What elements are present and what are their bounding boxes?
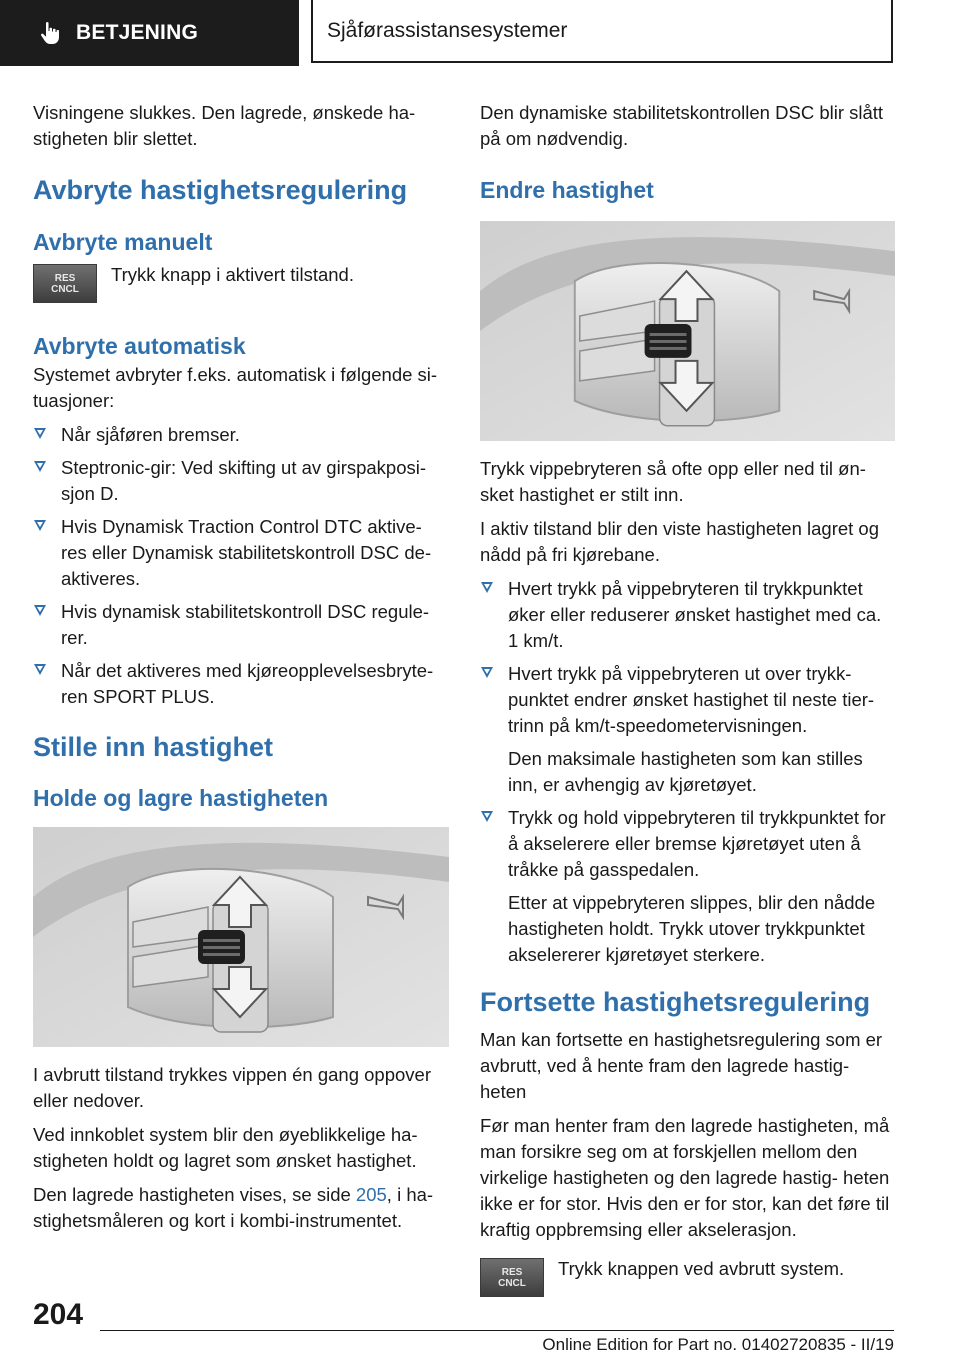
bullet-triangle-icon xyxy=(34,428,46,439)
heading-cancel-cruise-control: Avbryte hastighetsregulering xyxy=(33,175,408,205)
heading-resume-cruise-control: Fortsette hastighetsregulering xyxy=(480,987,871,1017)
res-cncl-instruction xyxy=(480,1258,896,1297)
list-item: Hvert trykk på vippebryteren ut over trykk‐ punktet endrer ønsket hastighet til neste tier‐ trinn på km/t-speedometervisningen. Den maksimale hastigheten som kan stilles inn, er avhengig av kjøretøyet. xyxy=(480,661,896,798)
heading-cancel-manually: Avbryte manuelt xyxy=(33,229,213,255)
edition-text: Online Edition for Part no. 01402720835 - II/19 xyxy=(542,1335,894,1354)
res-cncl-button-icon: RES CNCL xyxy=(33,264,97,303)
hold-paragraph-1: I avbrutt tilstand trykkes vippen én gang oppover eller nedover. xyxy=(33,1064,431,1111)
heading-cancel-automatic: Avbryte automatisk xyxy=(33,333,246,359)
list-item: Hvert trykk på vippebryteren til trykkpunktet øker eller reduserer ønsket hastighet med ca. 1 km/t. xyxy=(480,576,896,654)
list-item: Trykk og hold vippebryteren til trykkpunktet for å akselerere eller bremse kjøretøyet uten å tråkke på gasspedalen. Etter at vippebryteren slippes, blir den nådde hastigheten holdt. Trykk utover trykkpunktet akselererer kjøretøyet sterkere. xyxy=(480,805,896,968)
hold-paragraph-3: Den lagrede hastigheten vises, se side 205, i ha‐ stighetsmåleren og kort i kombi-instrumentet. xyxy=(33,1184,434,1231)
change-speed-list xyxy=(480,576,896,968)
list-item: Hvis dynamisk stabilitetskontroll DSC regule‐ rer. xyxy=(33,599,449,651)
heading-hold-store-speed: Holde og lagre hastigheten xyxy=(33,785,329,811)
list-item: Hvis Dynamisk Traction Control DTC aktive‐ res eller Dynamisk stabilitetskontroll DSC de‐ aktiveres. xyxy=(33,514,449,592)
auto-cancel-list xyxy=(33,422,449,710)
right-column xyxy=(480,100,896,1297)
res-cncl-instruction xyxy=(33,264,449,303)
heading-set-speed: Stille inn hastighet xyxy=(33,732,274,762)
heading-change-speed: Endre hastighet xyxy=(480,177,654,203)
bullet-triangle-icon xyxy=(481,667,493,678)
hold-paragraph-2: Ved innkoblet system blir den øyeblikkelige ha‐ stigheten holdt og lagret som ønsket hastighet. xyxy=(33,1124,418,1171)
bullet-triangle-icon xyxy=(481,811,493,822)
manual-cancel-text: Trykk knapp i aktivert tilstand. xyxy=(111,264,354,285)
page-number: 204 xyxy=(33,1298,84,1331)
footer-divider xyxy=(100,1330,894,1331)
section-title: Sjåførassistansesystemer xyxy=(311,0,893,63)
auto-intro-paragraph: Systemet avbryter f.eks. automatisk i følgende si‐ tuasjoner: xyxy=(33,364,438,411)
change-paragraph-2: I aktiv tilstand blir den viste hastigheten lagret og nådd på fri kjørebane. xyxy=(480,518,880,565)
bullet-triangle-icon xyxy=(34,605,46,616)
chapter-tab[interactable] xyxy=(0,0,299,66)
resume-paragraph-2: Før man henter fram den lagrede hastigheten, må man forsikre seg om at forskjellen mellom den virkelige hastigheten og den lagrede hastig‐ heten ikke er for stor. Hvis den er for stor, kan det føre til kraftig oppbremsing eller akselerasjon. xyxy=(480,1115,890,1240)
bullet-triangle-icon xyxy=(481,582,493,593)
resume-button-text: Trykk knappen ved avbrutt system. xyxy=(558,1258,845,1279)
list-item: Steptronic-gir: Ved skifting ut av girspakposi‐ sjon D. xyxy=(33,455,449,507)
list-item-note: Den maksimale hastigheten som kan stilles inn, er avhengig av kjøretøyet. xyxy=(508,748,863,795)
bullet-triangle-icon xyxy=(34,461,46,472)
list-item-note: Etter at vippebryteren slippes, blir den nådde hastigheten holdt. Trykk utover trykkpunktet akselererer kjøretøyet sterkere. xyxy=(508,892,876,965)
change-paragraph-1: Trykk vippebryteren så ofte opp eller ned til øn‐ sket hastighet er stilt inn. xyxy=(480,458,866,505)
chapter-tab-label: BETJENING xyxy=(76,21,198,44)
res-cncl-button-icon: RES CNCL xyxy=(480,1258,544,1297)
intro-paragraph: Visningene slukkes. Den lagrede, ønskede ha‐ stigheten blir slettet. xyxy=(33,102,416,149)
bullet-triangle-icon xyxy=(34,664,46,675)
list-item: Når det aktiveres med kjøreopplevelsesbryte‐ ren SPORT PLUS. xyxy=(33,658,449,710)
resume-paragraph-1: Man kan fortsette en hastighetsregulering som er avbrutt, ved å hente fram den lagrede hastig‐ heten xyxy=(480,1029,883,1102)
page-reference-link[interactable]: 205 xyxy=(355,1184,387,1205)
steering-wheel-rocker-switch-image xyxy=(33,827,449,1047)
steering-wheel-rocker-switch-image xyxy=(480,221,895,441)
left-column xyxy=(33,100,449,1234)
dsc-paragraph: Den dynamiske stabilitetskontrollen DSC blir slått på om nødvendig. xyxy=(480,102,884,149)
hand-pointer-icon xyxy=(40,21,62,45)
list-item: Når sjåføren bremser. xyxy=(33,422,449,448)
bullet-triangle-icon xyxy=(34,520,46,531)
